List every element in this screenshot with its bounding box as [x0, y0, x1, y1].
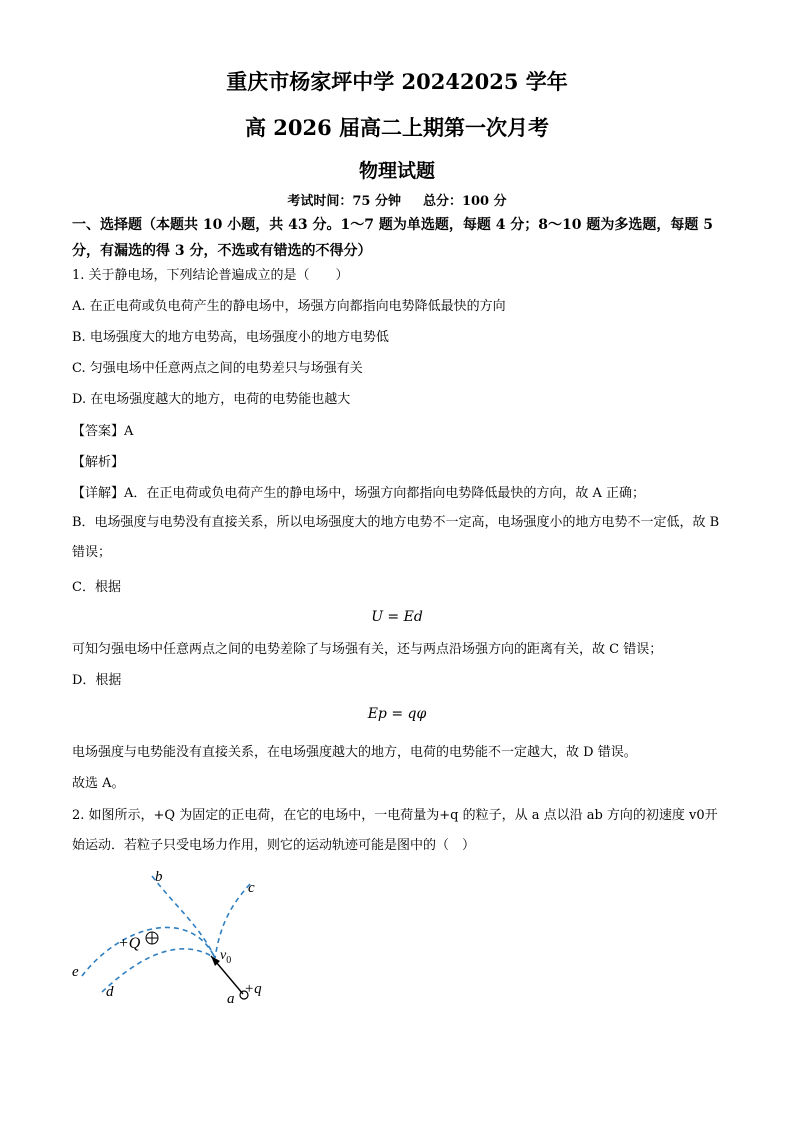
detail-c-label: C．根据 — [72, 580, 121, 595]
trajectory-e — [82, 927, 215, 976]
detail-d: 电场强度与电势能没有直接关系，在电场强度越大的地方，电荷的电势能不一定越大，故 D 错误。 — [72, 745, 637, 760]
label-q: +q — [244, 981, 262, 997]
exam-meta — [0, 190, 794, 209]
label-a: a — [227, 991, 235, 1007]
label-v: v — [220, 948, 227, 963]
subject-title: 物理试题 — [358, 160, 435, 182]
svg-text:v0 — [220, 948, 231, 966]
trajectory-b — [152, 876, 215, 958]
detail-c: 可知匀强电场中任意两点之间的电势差除了与场强有关，还与两点沿场强方向的距离有关，故 C 错误； — [72, 642, 663, 657]
question-1-option-d: D. 在电场强度越大的地方，电荷的电势能也越大 — [72, 392, 351, 407]
exam-score: 总分：100 分 — [422, 194, 507, 209]
label-e: e — [72, 964, 79, 980]
trajectory-c — [215, 884, 250, 958]
detail-d-label: D．根据 — [72, 673, 122, 688]
question-1-stem: 1. 关于静电场，下列结论普遍成立的是（ ） — [72, 268, 349, 283]
question-1-option-b: B. 电场强度大的地方电势高，电场强度小的地方电势低 — [72, 330, 389, 345]
label-d: d — [106, 984, 114, 1000]
trajectory-figure — [60, 866, 280, 1016]
question-1-option-c: C. 匀强电场中任意两点之间的电势差只与场强有关 — [72, 361, 363, 376]
conclusion: 故选 A。 — [72, 776, 125, 791]
exam-title: 高 2026 届高二上期第一次月考 — [244, 115, 550, 140]
question-1-option-a: A. 在正电荷或负电荷产生的静电场中，场强方向都指向电势降低最快的方向 — [72, 299, 506, 314]
answer-label: 【答案】A — [72, 424, 134, 439]
trajectory-diagram — [60, 866, 280, 1016]
detail-b: B．电场强度与电势没有直接关系，所以电场强度大的地方电势不一定高，电场强度小的地方电势不一定低，故 B 错误； — [72, 515, 720, 560]
analysis-label: 【解析】 — [72, 455, 125, 470]
formula-c: U = Ed — [371, 609, 423, 625]
label-Q: +Q — [118, 935, 141, 952]
label-b: b — [155, 869, 163, 885]
formula-d: Ep = qφ — [367, 706, 427, 722]
label-c: c — [248, 880, 255, 896]
label-v-subscript: 0 — [226, 955, 232, 966]
exam-time: 考试时间：75 分钟 — [287, 194, 401, 209]
question-2-stem: 2. 如图所示，+Q 为固定的正电荷，在它的电场中，一电荷量为+q 的粒子，从 a 点以沿 ab 方向的初速度 v0开始运动．若粒子只受电场力作用，则它的运动轨迹可能是图中的（ ） — [72, 808, 718, 853]
trajectory-d — [102, 949, 215, 992]
school-title: 重庆市杨家坪中学 20242025 学年 — [226, 69, 568, 94]
detail-a: 【详解】A．在正电荷或负电荷产生的静电场中，场强方向都指向电势降低最快的方向，故 A 正确； — [72, 486, 646, 501]
section-heading: 一、选择题（本题共 10 小题，共 43 分。1～7 题为单选题，每题 4 分；8～10 题为多选题，每题 5 分，有漏选的得 3 分，不选或有错选的不得分） — [72, 217, 714, 259]
